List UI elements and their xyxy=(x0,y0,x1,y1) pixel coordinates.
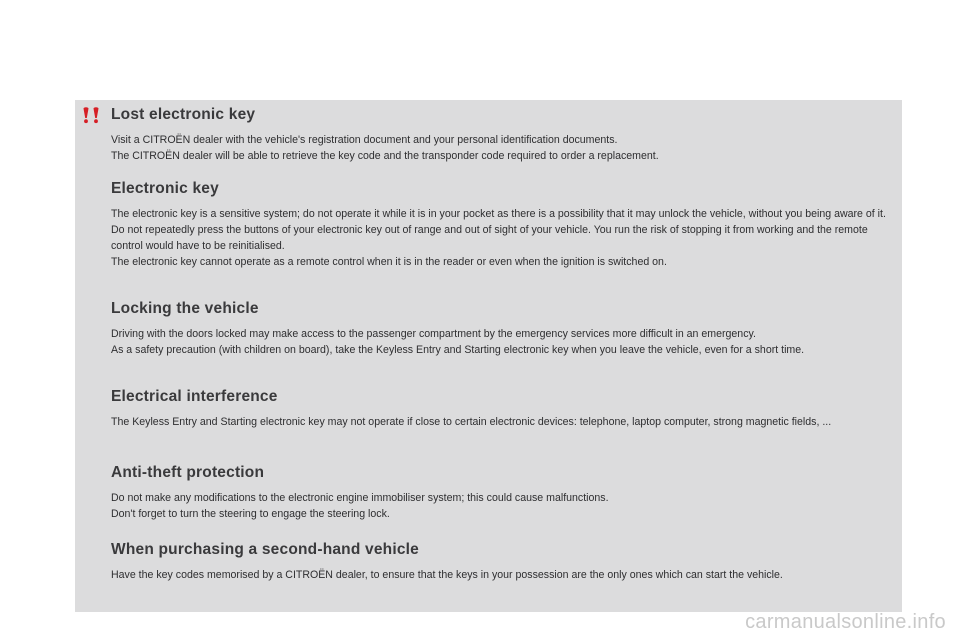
section-lost-electronic-key xyxy=(111,106,896,164)
section-line: Visit a CITROËN dealer with the vehicle's registration document and your personal identification documents. xyxy=(111,134,618,146)
section-second-hand-vehicle xyxy=(111,541,896,583)
section-title: Electrical interference xyxy=(111,388,278,405)
section-line: As a safety precaution (with children on board), take the Keyless Entry and Starting electronic key when you leave the vehicle, even for a short time. xyxy=(111,344,805,356)
section-line: Do not make any modifications to the electronic engine immobiliser system; this could cause malfunctions. xyxy=(111,492,609,504)
section-title: Locking the vehicle xyxy=(111,300,259,317)
section-title: Electronic key xyxy=(111,180,219,197)
section-title: When purchasing a second-hand vehicle xyxy=(111,541,419,558)
watermark-text: carmanualsonline.info xyxy=(745,611,946,633)
section-line: Driving with the doors locked may make access to the passenger compartment by the emergency services more difficult in an emergency. xyxy=(111,328,756,340)
section-line: Have the key codes memorised by a CITROËN dealer, to ensure that the keys in your possession are the only ones which can start the vehicle. xyxy=(111,569,783,581)
section-anti-theft-protection xyxy=(111,464,896,522)
section-line: Do not repeatedly press the buttons of your electronic key out of range and out of sight of your vehicle. You run the risk of stopping it from working and the remote control would have to be reinitialised. xyxy=(111,224,868,252)
section-line: The electronic key cannot operate as a remote control when it is in the reader or even when the ignition is switched on. xyxy=(111,256,667,268)
section-line: The electronic key is a sensitive system; do not operate it while it is in your pocket as there is a possibility that it may unlock the vehicle, without you being aware of it. xyxy=(111,208,886,220)
section-title: Anti-theft protection xyxy=(111,464,265,481)
double-exclamation-warning-icon xyxy=(81,105,101,125)
section-locking-the-vehicle xyxy=(111,300,896,358)
section-electrical-interference xyxy=(111,388,896,430)
section-title: Lost electronic key xyxy=(111,106,256,123)
section-electronic-key xyxy=(111,180,896,270)
section-line: The Keyless Entry and Starting electronic key may not operate if close to certain electronic devices: telephone, laptop computer, strong magnetic fields, ... xyxy=(111,416,832,428)
section-line: Don't forget to turn the steering to engage the steering lock. xyxy=(111,508,390,520)
section-line: The CITROËN dealer will be able to retrieve the key code and the transponder code required to order a replacement. xyxy=(111,150,659,162)
